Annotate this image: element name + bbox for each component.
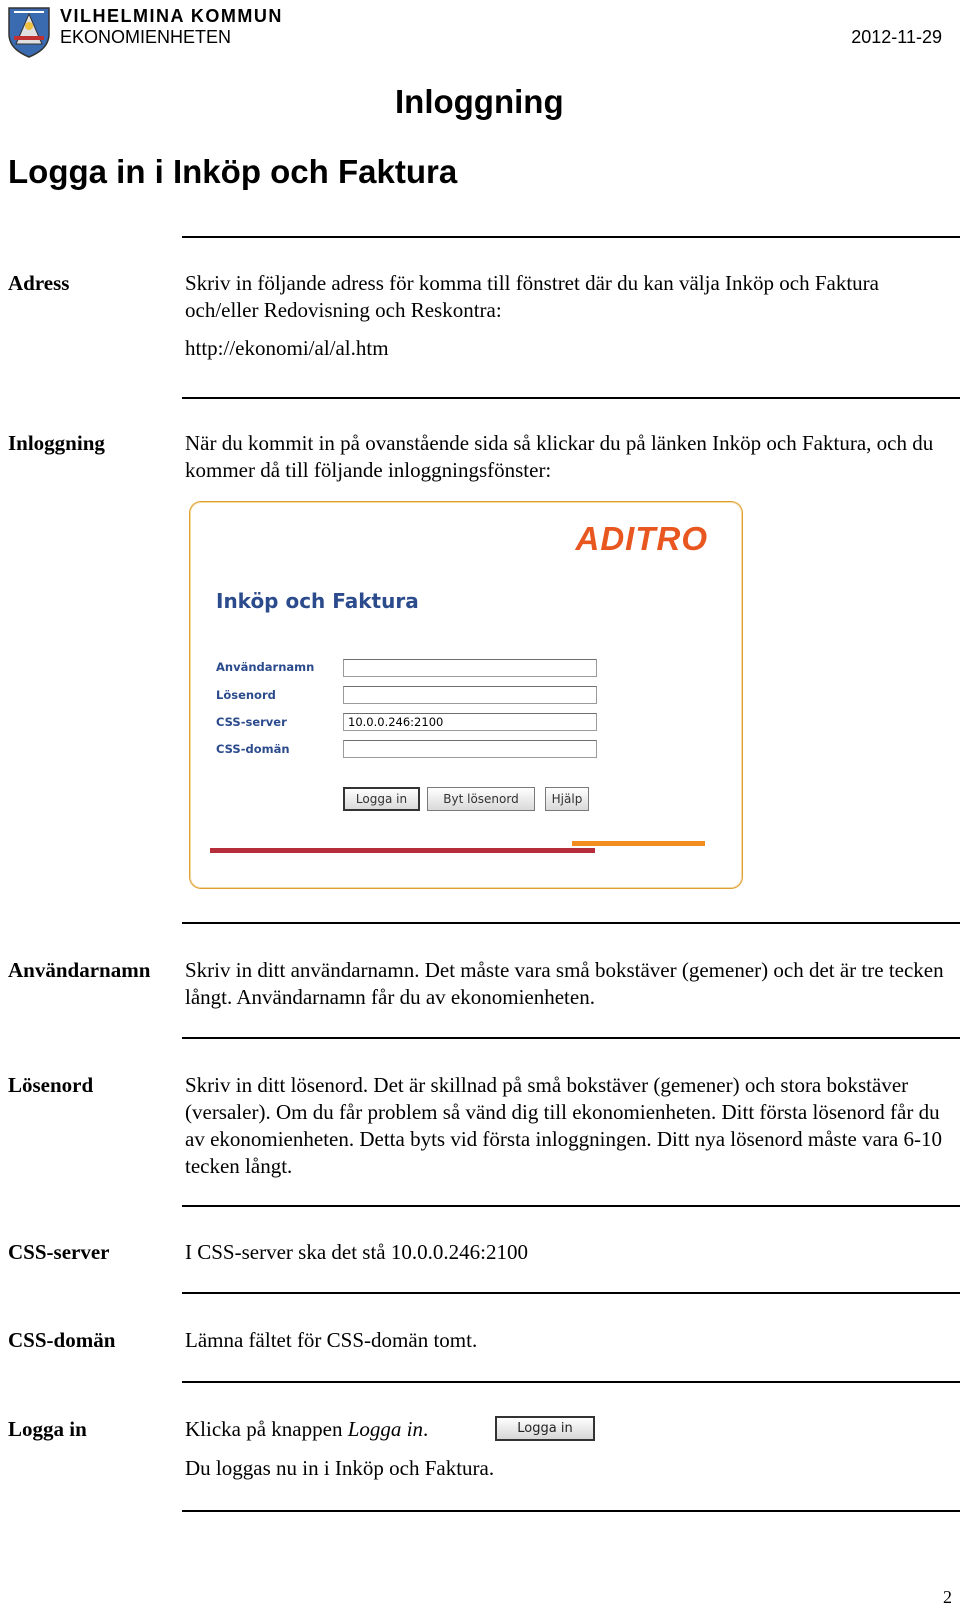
section-text-logga-in [185,1416,485,1443]
instruction-text: Klicka på knappen [185,1417,348,1441]
section-label-inloggning: Inloggning [8,431,105,455]
username-label: Användarnamn [216,660,315,674]
coat-of-arms-icon [6,4,52,58]
section-divider [182,397,960,399]
css-server-label: CSS-server [216,715,287,729]
aditro-logo: ADITRO [575,520,708,557]
decorative-bar-red [210,848,595,853]
section-divider [182,1381,960,1383]
password-label: Lösenord [216,688,276,702]
password-field[interactable] [343,686,597,704]
section-text-inloggning: När du kommit in på ovanstående sida så klickar du på länken Inköp och Faktura, och du kommer då till följande inloggningsfönster: [185,431,934,482]
login-button[interactable]: Logga in [343,787,420,811]
login-window-title: Inköp och Faktura [216,589,419,613]
login-result-text: Du loggas nu in i Inköp och Faktura. [185,1456,495,1480]
section-text-css-doman: Lämna fältet för CSS-domän tomt. [185,1328,478,1352]
document-date: 2012-11-29 [851,27,942,47]
change-password-button[interactable]: Byt lösenord [427,787,535,811]
css-domain-field[interactable] [343,740,597,758]
instruction-punctuation: . [422,1417,429,1441]
css-domain-label: CSS-domän [216,742,290,756]
section-label-css-doman: CSS-domän [8,1328,116,1352]
section-divider [182,1292,960,1294]
login-button-image: Logga in [495,1416,595,1441]
username-field[interactable] [343,659,597,677]
section-divider [182,922,960,924]
page-title: Inloggning [395,83,564,120]
login-window-screenshot [189,501,743,889]
section-label-logga-in: Logga in [8,1417,87,1441]
section-label-anvandarnamn: Användarnamn [8,958,151,982]
section-label-adress: Adress [8,271,70,295]
help-button[interactable]: Hjälp [545,787,589,811]
section-text-adress: Skriv in följande adress för komma till fönstret där du kan välja Inköp och Faktura och/eller Redovisning och Reskontra: [185,271,879,322]
section-divider [182,236,960,238]
section-text-anvandarnamn: Skriv in ditt användarnamn. Det måste vara små bokstäver (gemener) och det är tre tecken långt. Användarnamn får du av ekonomienheten. [185,958,944,1009]
page-number: 2 [943,1587,952,1607]
address-url: http://ekonomi/al/al.htm [185,336,389,360]
department-name: EKONOMIENHETEN [60,27,232,47]
button-reference: Logga in [347,1417,423,1441]
section-divider [182,1510,960,1512]
section-text-css-server: I CSS-server ska det stå 10.0.0.246:2100 [185,1240,528,1264]
section-divider [182,1205,960,1207]
organization-name: VILHELMINA KOMMUN [60,6,283,26]
section-label-losenord: Lösenord [8,1073,94,1097]
section-text-losenord: Skriv in ditt lösenord. Det är skillnad på små bokstäver (gemener) och stora bokstäver (versaler). Om du får problem så vänd dig till ekonomienheten. Ditt första lösenord får du av ekonomienheten. Detta byts vid första inloggningen. Ditt nya lösenord måste vara 6-10 tecken långt. [185,1073,942,1178]
css-server-field[interactable]: 10.0.0.246:2100 [343,713,597,731]
section-divider [182,1037,960,1039]
decorative-bar-orange [572,841,705,846]
page-subtitle: Logga in i Inköp och Faktura [8,153,458,190]
section-label-css-server: CSS-server [8,1240,110,1264]
